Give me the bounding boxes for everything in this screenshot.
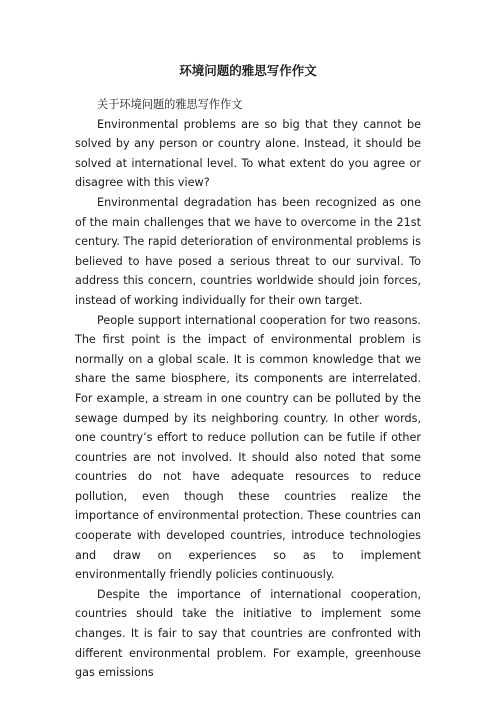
paragraph-reasons: People support international cooperation for two reasons. The first point is the impact of environmental problem is normally on a global scale. It is common knowledge that we share the same biosphere, its components are interrelated. For example, a stream in one country can be polluted by the sewage dumped by its neighboring country. In other words, one country’s effort to reduce pollution can be futile if other countries are not involved. It should also noted that some countries do not have adequate resources to reduce pollution, even though these countries realize the importance of environmental protection. These countries can cooperate with developed countries, introduce technologies and draw on experiences so as to implement environmentally friendly policies continuously. — [75, 313, 421, 582]
paragraph-counterpoint: Despite the importance of international cooperation, countries should take the initiative to implement some changes. It is fair to say that countries are confronted with different environmental problem. For example, greenhouse gas emissions — [75, 587, 421, 680]
document-subtitle: 关于环境问题的雅思写作作文 — [97, 98, 243, 111]
paragraph-question: Environmental problems are so big that they cannot be solved by any person or country alone. Instead, it should be solved at international level. To what extent do you agree or disagree with this view? — [75, 117, 421, 190]
document-body — [75, 95, 421, 683]
document-title: 环境问题的雅思写作作文 — [179, 63, 317, 78]
paragraph-introduction: Environmental degradation has been recognized as one of the main challenges that we have to overcome in the 21st century. The rapid deterioration of environmental problems is believed to have posed a serious threat to our survival. To address this concern, countries worldwide should join forces, instead of working individually for their own target. — [75, 195, 421, 307]
